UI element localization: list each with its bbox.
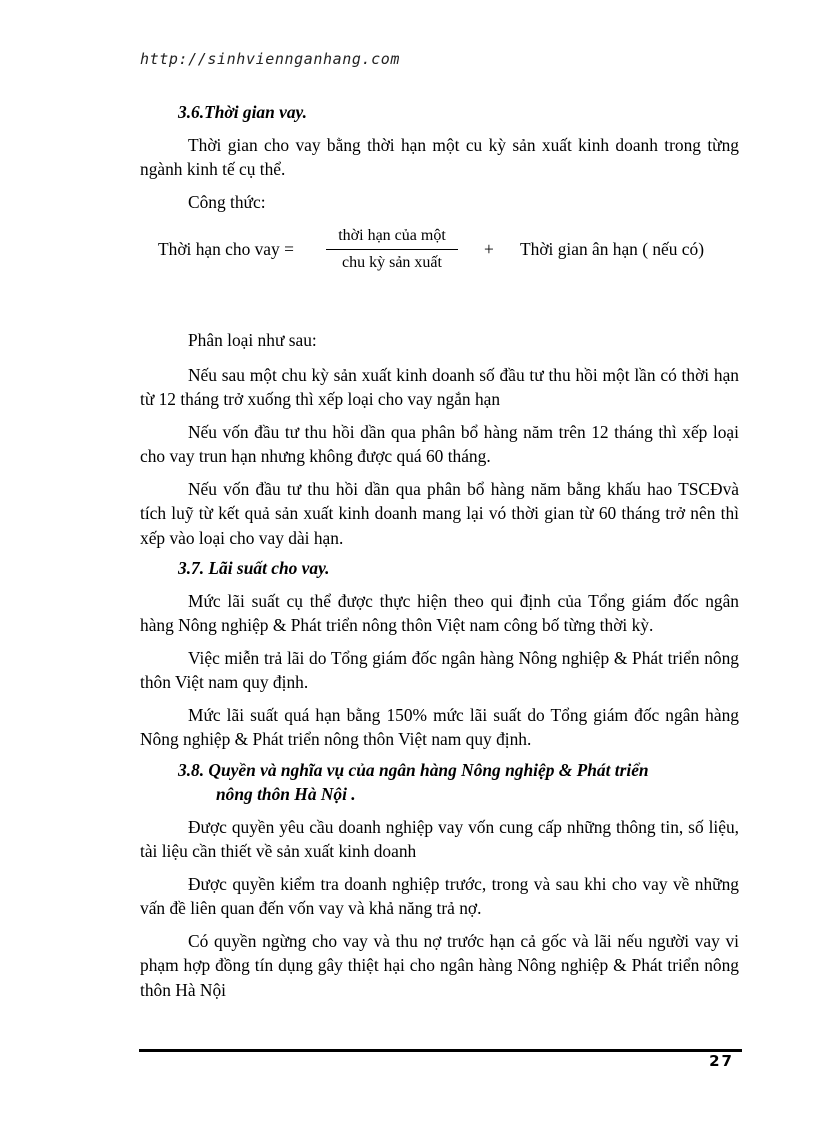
- section-heading-3-8-line2: nông thôn Hà Nội .: [216, 784, 356, 804]
- paragraph: Thời gian cho vay bằng thời hạn một cu kỳ sản xuất kinh doanh trong từng ngành kinh tế cụ thể.: [140, 134, 739, 179]
- header-url[interactable]: http://sinhviennganhang.com: [140, 50, 401, 68]
- section-heading-3-8-line1: 3.8. Quyền và nghĩa vụ của ngân hàng Nông nghiệp & Phát triển: [178, 759, 649, 780]
- formula-plus: +: [484, 239, 494, 259]
- section-heading-3-6: 3.6.Thời gian vay.: [178, 102, 307, 122]
- formula-rhs: Thời gian ân hạn ( nếu có): [520, 239, 705, 259]
- formula-label: Công thức:: [188, 191, 266, 212]
- footer-divider: [139, 1049, 742, 1052]
- page-number: 27: [709, 1052, 734, 1070]
- fraction-bar: [326, 249, 458, 250]
- formula-lhs: Thời hạn cho vay =: [158, 239, 294, 259]
- paragraph: Được quyền kiểm tra doanh nghiệp trước, trong và sau khi cho vay về những vấn đề liên quan đến vốn vay và khả năng trả nợ.: [140, 873, 739, 918]
- paragraph: Nếu vốn đầu tư thu hồi dần qua phân bổ hàng năm trên 12 tháng thì xếp loại cho vay trun hạn nhưng không được quá 60 tháng.: [140, 421, 739, 466]
- paragraph: Việc miễn trả lãi do Tổng giám đốc ngân hàng Nông nghiệp & Phát triển nông thôn Việt nam quy định.: [140, 647, 739, 692]
- formula-fraction: [326, 224, 458, 275]
- paragraph: Mức lãi suất cụ thể được thực hiện theo qui định của Tổng giám đốc ngân hàng Nông nghiệp & Phát triển nông thôn Việt nam công bố từng thời kỳ.: [140, 590, 739, 635]
- paragraph: Có quyền ngừng cho vay và thu nợ trước hạn cả gốc và lãi nếu người vay vi phạm hợp đồng tín dụng gây thiệt hại cho ngân hàng Nông nghiệp & Phát triển nông thôn Hà Nội: [140, 930, 739, 1000]
- paragraph: Mức lãi suất quá hạn bằng 150% mức lãi suất do Tổng giám đốc ngân hàng Nông nghiệp & Phát triển nông thôn Việt nam quy định.: [140, 704, 739, 749]
- formula-denominator: chu kỳ sản xuất: [342, 254, 442, 271]
- document-body: [140, 100, 739, 1010]
- section-heading-3-8: [178, 758, 739, 807]
- paragraph: Nếu vốn đầu tư thu hồi dần qua phân bổ hàng năm bằng khấu hao TSCĐvà tích luỹ từ kết quả sản xuất kinh doanh mang lại vó thời gian từ 60 tháng trở nên thì xếp vào loại cho vay dài hạn.: [140, 478, 739, 548]
- formula-numerator: thời hạn của một: [338, 227, 446, 244]
- loan-term-formula: [140, 224, 739, 274]
- paragraph: Nếu sau một chu kỳ sản xuất kinh doanh số đầu tư thu hồi một lần có thời hạn từ 12 tháng trở xuống thì xếp loại cho vay ngắn hạn: [140, 364, 739, 409]
- paragraph: Được quyền yêu cầu doanh nghiệp vay vốn cung cấp những thông tin, số liệu, tài liệu cần thiết về sản xuất kinh doanh: [140, 816, 739, 861]
- section-heading-3-7: 3.7. Lãi suất cho vay.: [178, 558, 330, 578]
- classification-label: Phân loại như sau:: [188, 330, 317, 350]
